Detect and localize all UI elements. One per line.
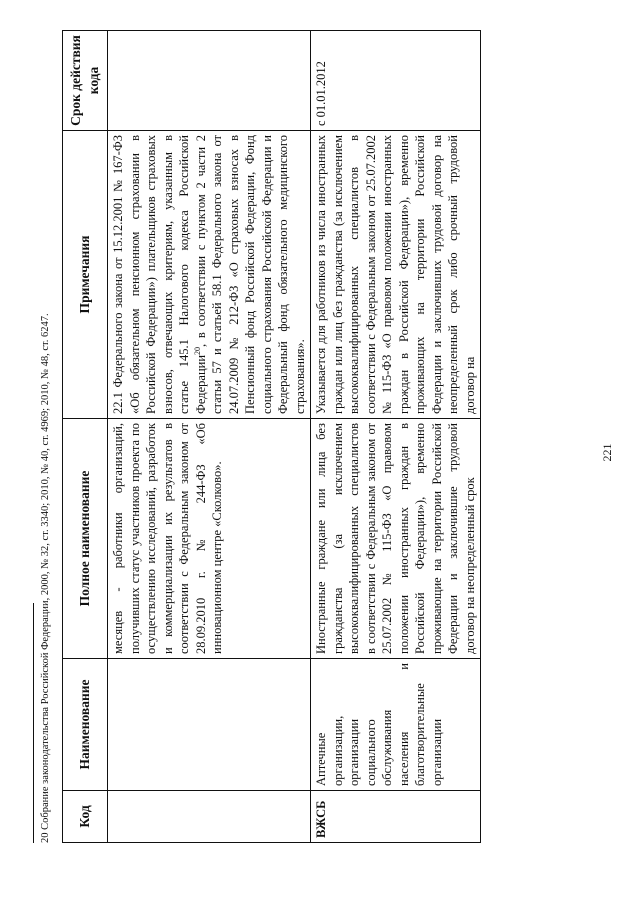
footnote-divider xyxy=(33,603,34,843)
row-validity xyxy=(108,31,311,131)
codes-table xyxy=(62,30,481,843)
table-row xyxy=(311,31,481,843)
row-notes xyxy=(108,131,311,419)
row-code xyxy=(108,791,311,843)
row-full-name: Иностранные граждане или лица без гражданства (за исключением высококвалифицированных специалистов в соответствии с Федеральным законом от 25.07.2002 № 115-ФЗ «О правовом положении иностранных граждан в Российской Федерации»), временно проживающие на территории Российской Федерации и заключившие трудовой договор на неопределенный срок xyxy=(311,419,481,659)
row-notes: Указывается для работников из числа иностранных граждан или лиц без гражданства (за исключением высококвалифицированных специалистов в соответствии с Федеральным законом от 25.07.2002 № 115-ФЗ «О правовом положении иностранных граждан в Российской Федерации»), временно проживающих на территории Российской Федерации и заключивших трудовой договор на неопределенный срок либо срочный трудовой договор на xyxy=(311,131,481,419)
footnote: 20 Собрание законодательства Российской Федерации, 2000, № 32, ст. 3340; 2010, № 40, ст. 4969; 2010, № 48, ст. 6247. xyxy=(40,313,51,843)
row-name: Аптечные организации, организации социального обслуживания населения и благотворительные организации xyxy=(311,659,481,791)
table-header-row xyxy=(63,31,108,843)
page-number: 221 xyxy=(600,443,614,462)
table-row xyxy=(108,31,311,843)
header-validity: Срок действия кода xyxy=(63,31,108,131)
header-code: Код xyxy=(63,791,108,843)
row-code: ВЖСБ xyxy=(311,791,481,843)
header-notes: Примечания xyxy=(63,131,108,419)
row-notes-continuation: , в соответствии с пунктом 2 части 2 статьи 57 и статьей 58.1 Федерального закона от 24.07.2009 № 212-ФЗ «О страховых взносах в Пенсионный фонд Российской Федерации, Фонд социального страхования Российской Федерации и Федеральный фонд обязательного медицинского страхования». xyxy=(193,135,307,414)
header-name: Наименование xyxy=(63,659,108,791)
row-name xyxy=(108,659,311,791)
footnote-ref: 20 xyxy=(192,346,202,355)
header-full-name: Полное наименование xyxy=(63,419,108,659)
row-notes-text: 22.1 Федерального закона от 15.12.2001 № 167-ФЗ «Об обязательном пенсионном страховании в Российской Федерации») плательщиков страховых взносов, отвечающих критериям, указанным в статье 145.1 Налогового кодекса Российской Федерации xyxy=(111,135,208,414)
row-full-name: месяцев - работники организаций, получивших статус участников проекта по осуществлению исследований, разработок и коммерциализации их результатов в соответствии с Федеральным законом от 28.09.2010 г. № 244-ФЗ «Об инновационном центре «Сколково». xyxy=(108,419,311,659)
row-validity: с 01.01.2012 xyxy=(311,31,481,131)
